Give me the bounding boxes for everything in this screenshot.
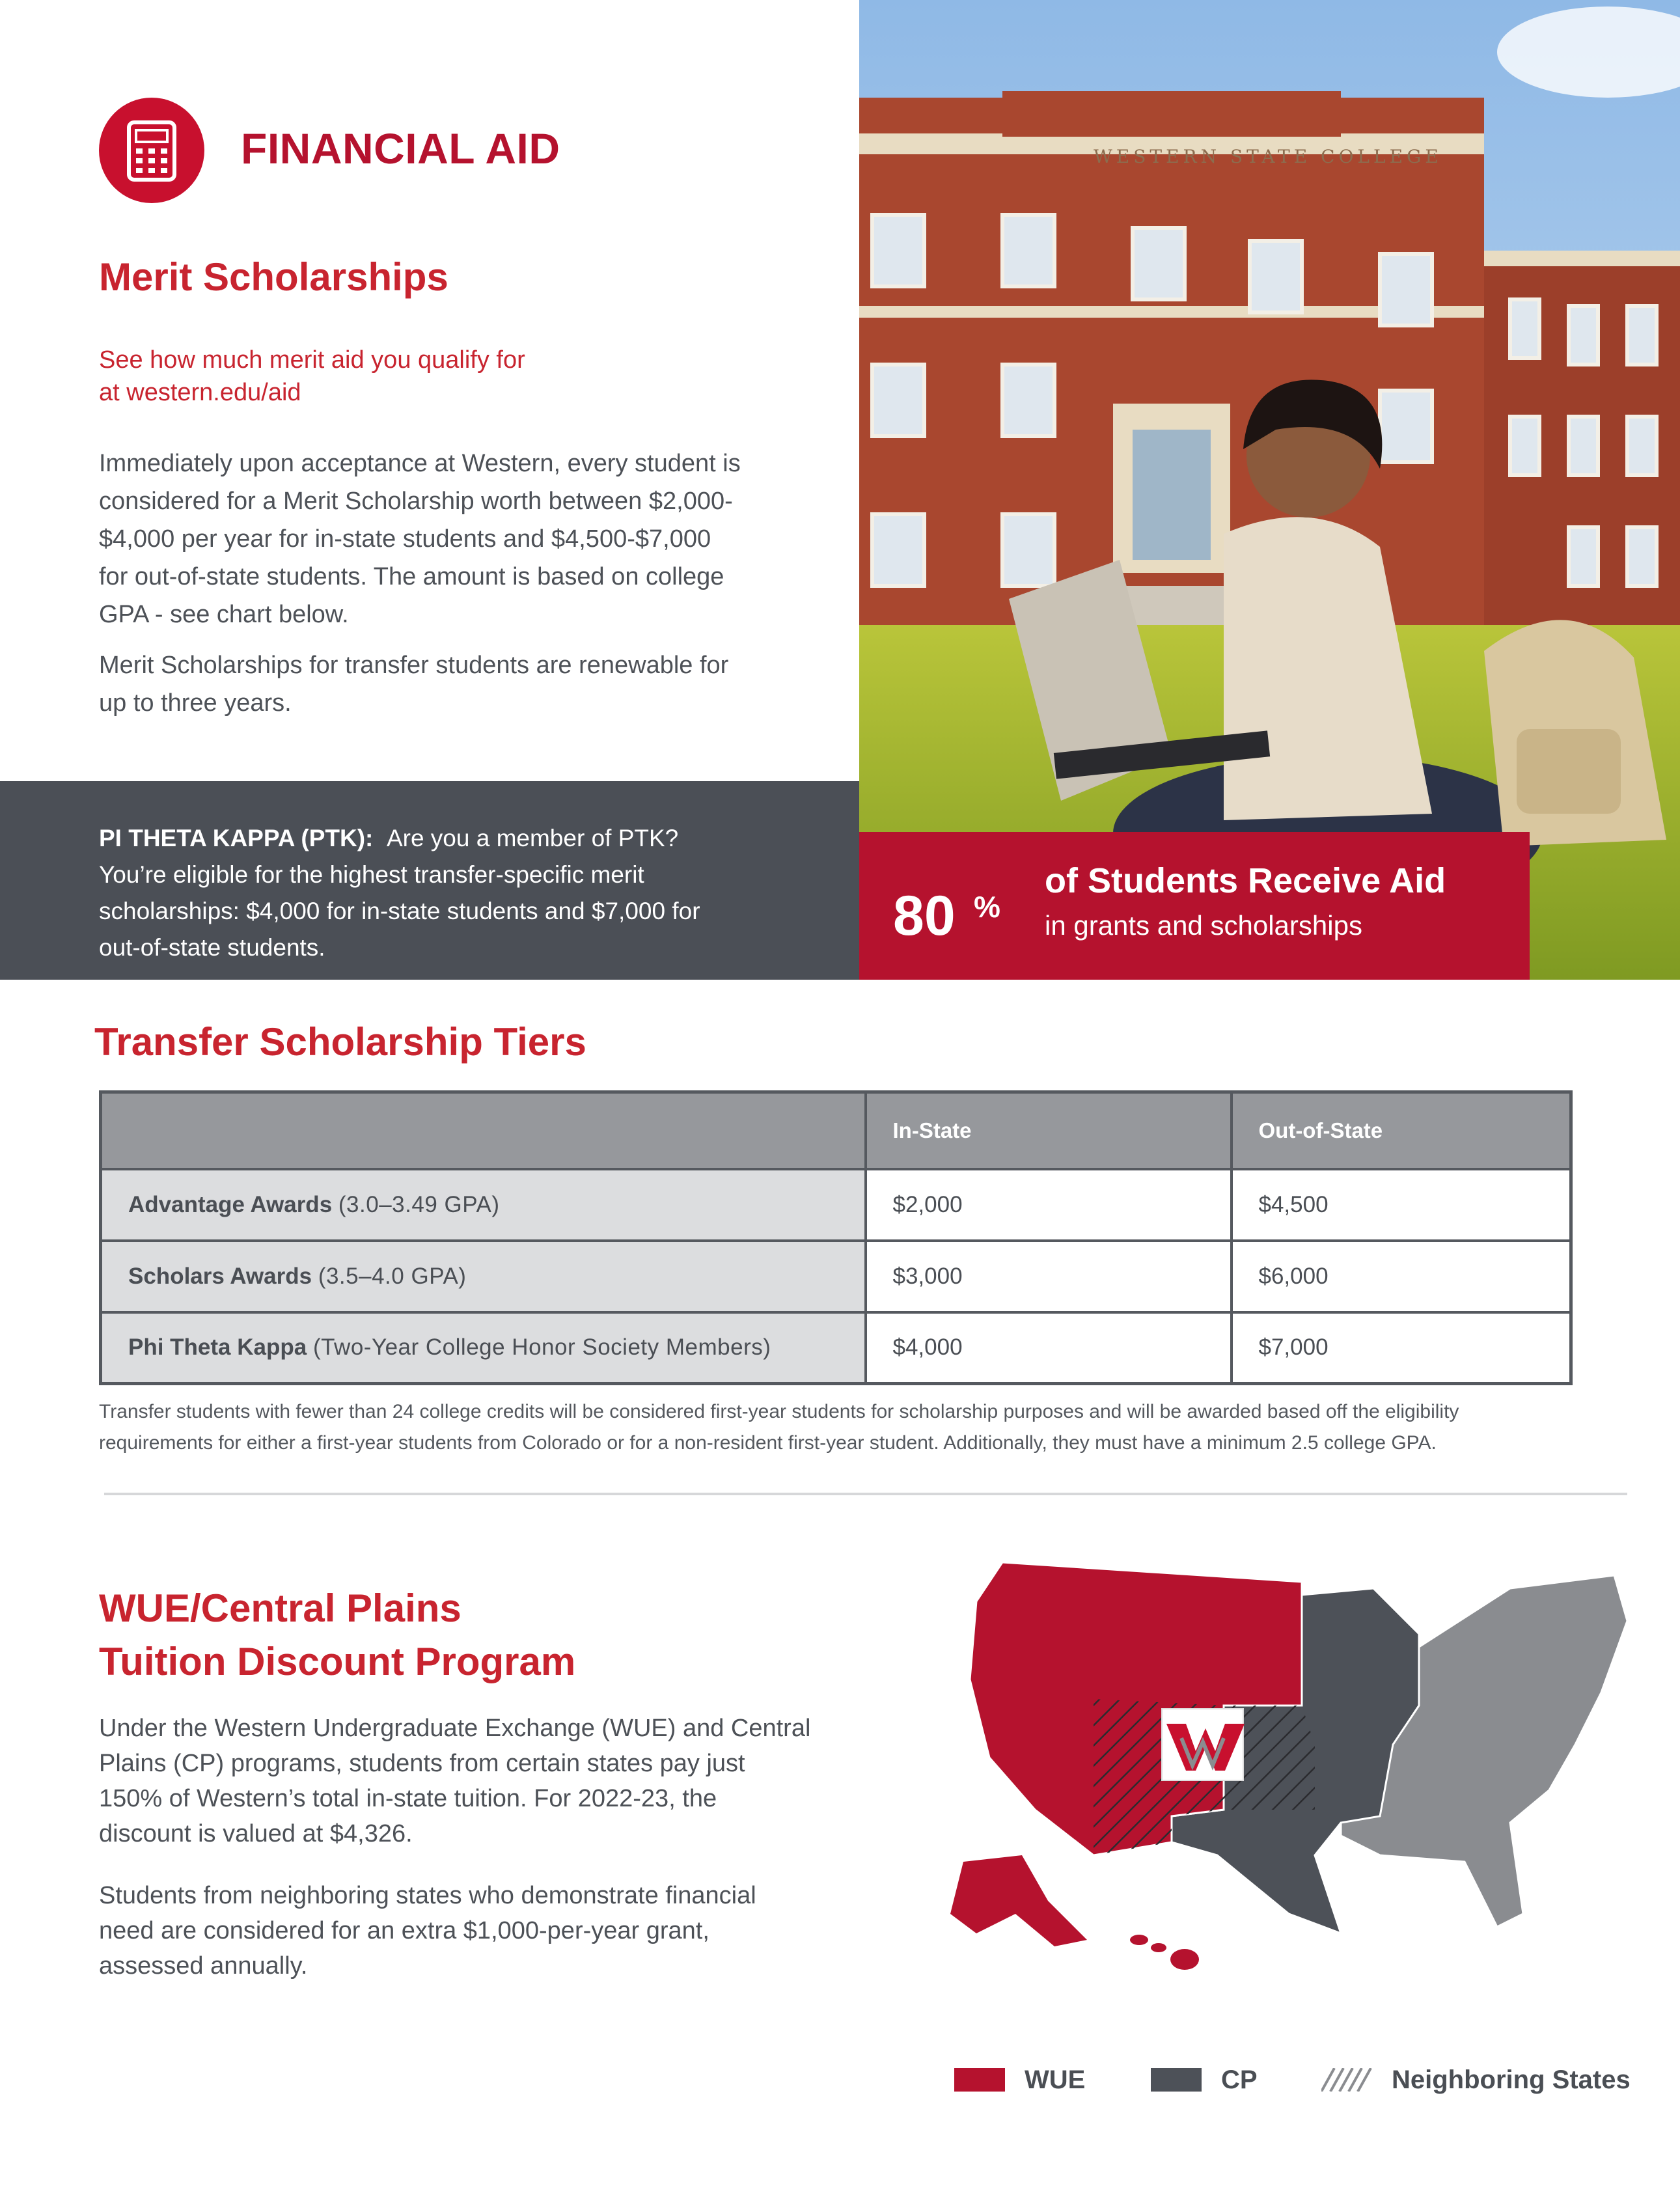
text-line: You’re eligible for the highest transfer-specific merit <box>99 861 644 888</box>
ptk-callout <box>0 781 859 980</box>
text-line: scholarships: $4,000 for in-state students and $7,000 for <box>99 898 700 924</box>
legend-label: Neighboring States <box>1392 2065 1631 2094</box>
heading-line: Tuition Discount Program <box>99 1640 576 1683</box>
award-name: Advantage Awards <box>128 1191 333 1217</box>
ptk-text <box>99 820 762 966</box>
text-line: considered for a Merit Scholarship worth between $2,000- <box>99 488 733 515</box>
text-line: discount is valued at $4,326. <box>99 1820 413 1847</box>
award-criteria: (3.0–3.49 GPA) <box>338 1191 500 1217</box>
hawaii-shape <box>1130 1935 1199 1970</box>
award-cell <box>101 1169 866 1241</box>
legend-wue <box>954 2060 1085 2099</box>
in-state-amount: $2,000 <box>866 1169 1232 1241</box>
text-line: need are considered for an extra $1,000-per-year grant, <box>99 1917 709 1944</box>
text-line: for out-of-state students. The amount is based on college <box>99 563 724 590</box>
aid-stat-box <box>859 832 1530 980</box>
stat-number: 80 <box>893 885 956 947</box>
western-logo-icon <box>1162 1709 1245 1780</box>
stat-percent: % <box>974 890 1000 924</box>
text-line: Students from neighboring states who demonstrate financial <box>99 1882 756 1909</box>
award-cell <box>101 1312 866 1384</box>
award-cell <box>101 1241 866 1312</box>
text-line: 150% of Western’s total in-state tuition. For 2022-23, the <box>99 1785 717 1812</box>
award-criteria: (Two-Year College Honor Society Members) <box>312 1334 771 1361</box>
merit-heading: Merit Scholarships <box>99 255 448 299</box>
link-line: See how much merit aid you qualify for <box>99 346 525 374</box>
wue-swatch <box>954 2068 1005 2092</box>
merit-paragraph-2 <box>99 646 728 722</box>
legend-neighboring <box>1321 2060 1631 2099</box>
text-line: out-of-state students. <box>99 934 325 961</box>
out-of-state-amount: $4,500 <box>1232 1169 1571 1241</box>
column-header-in-state: In-State <box>866 1092 1232 1169</box>
text-line: Immediately upon acceptance at Western, every student is <box>99 450 741 477</box>
table-footnote <box>99 1396 1577 1459</box>
merit-aid-link[interactable] <box>99 344 525 409</box>
table-header-row <box>101 1092 1571 1169</box>
wue-heading <box>99 1582 575 1689</box>
table-row <box>101 1312 1571 1384</box>
hatch-swatch <box>1321 2068 1372 2092</box>
text-line: Under the Western Undergraduate Exchange (WUE) and Central <box>99 1715 811 1742</box>
stat-headline: of Students Receive Aid <box>1045 861 1446 900</box>
in-state-amount: $4,000 <box>866 1312 1232 1384</box>
section-divider <box>104 1493 1627 1495</box>
out-of-state-amount: $6,000 <box>1232 1241 1571 1312</box>
text-line: assessed annually. <box>99 1952 308 1980</box>
column-header <box>101 1092 866 1169</box>
merit-paragraph-1 <box>99 445 741 633</box>
wue-paragraph-1 <box>99 1711 810 1851</box>
text-line: up to three years. <box>99 689 292 717</box>
legend-label: CP <box>1221 2065 1258 2094</box>
award-name: Phi Theta Kappa <box>128 1334 307 1361</box>
legend-label: WUE <box>1025 2065 1086 2094</box>
scholarship-tiers-table <box>99 1090 1573 1385</box>
link-line: at western.edu/aid <box>99 379 301 406</box>
column-header-out-of-state: Out-of-State <box>1232 1092 1571 1169</box>
text-line: requirements for either a first-year students from Colorado or for a non-resident first-year student. Additionally, they must have a minimum 2.5 college GPA. <box>99 1432 1437 1454</box>
building-sign: WESTERN STATE COLLEGE <box>1094 146 1442 167</box>
legend-cp <box>1151 2060 1258 2099</box>
tiers-heading: Transfer Scholarship Tiers <box>94 1020 586 1064</box>
us-program-map <box>924 1549 1640 2005</box>
award-name: Scholars Awards <box>128 1263 312 1289</box>
calculator-icon <box>99 98 204 203</box>
in-state-amount: $3,000 <box>866 1241 1232 1312</box>
cp-swatch <box>1151 2068 1202 2092</box>
award-criteria: (3.5–4.0 GPA) <box>318 1263 467 1289</box>
table-row <box>101 1241 1571 1312</box>
text-line: $4,000 per year for in-state students and $4,500-$7,000 <box>99 525 711 553</box>
text-line: Plains (CP) programs, students from certain states pay just <box>99 1750 745 1777</box>
text-line: Merit Scholarships for transfer students are renewable for <box>99 652 729 679</box>
wue-paragraph-2 <box>99 1878 756 1983</box>
ptk-question: Are you a member of PTK? <box>386 825 679 851</box>
text-line: GPA - see chart below. <box>99 601 349 628</box>
alaska-shape <box>950 1855 1087 1946</box>
out-of-state-amount: $7,000 <box>1232 1312 1571 1384</box>
page-title: FINANCIAL AID <box>241 124 560 173</box>
stat-subtext: in grants and scholarships <box>1045 910 1362 941</box>
text-line: Transfer students with fewer than 24 college credits will be considered first-year students for scholarship purposes and will be awarded based off the eligibility <box>99 1401 1459 1422</box>
table-row <box>101 1169 1571 1241</box>
ptk-label: PI THETA KAPPA (PTK): <box>99 825 374 851</box>
heading-line: WUE/Central Plains <box>99 1586 461 1630</box>
